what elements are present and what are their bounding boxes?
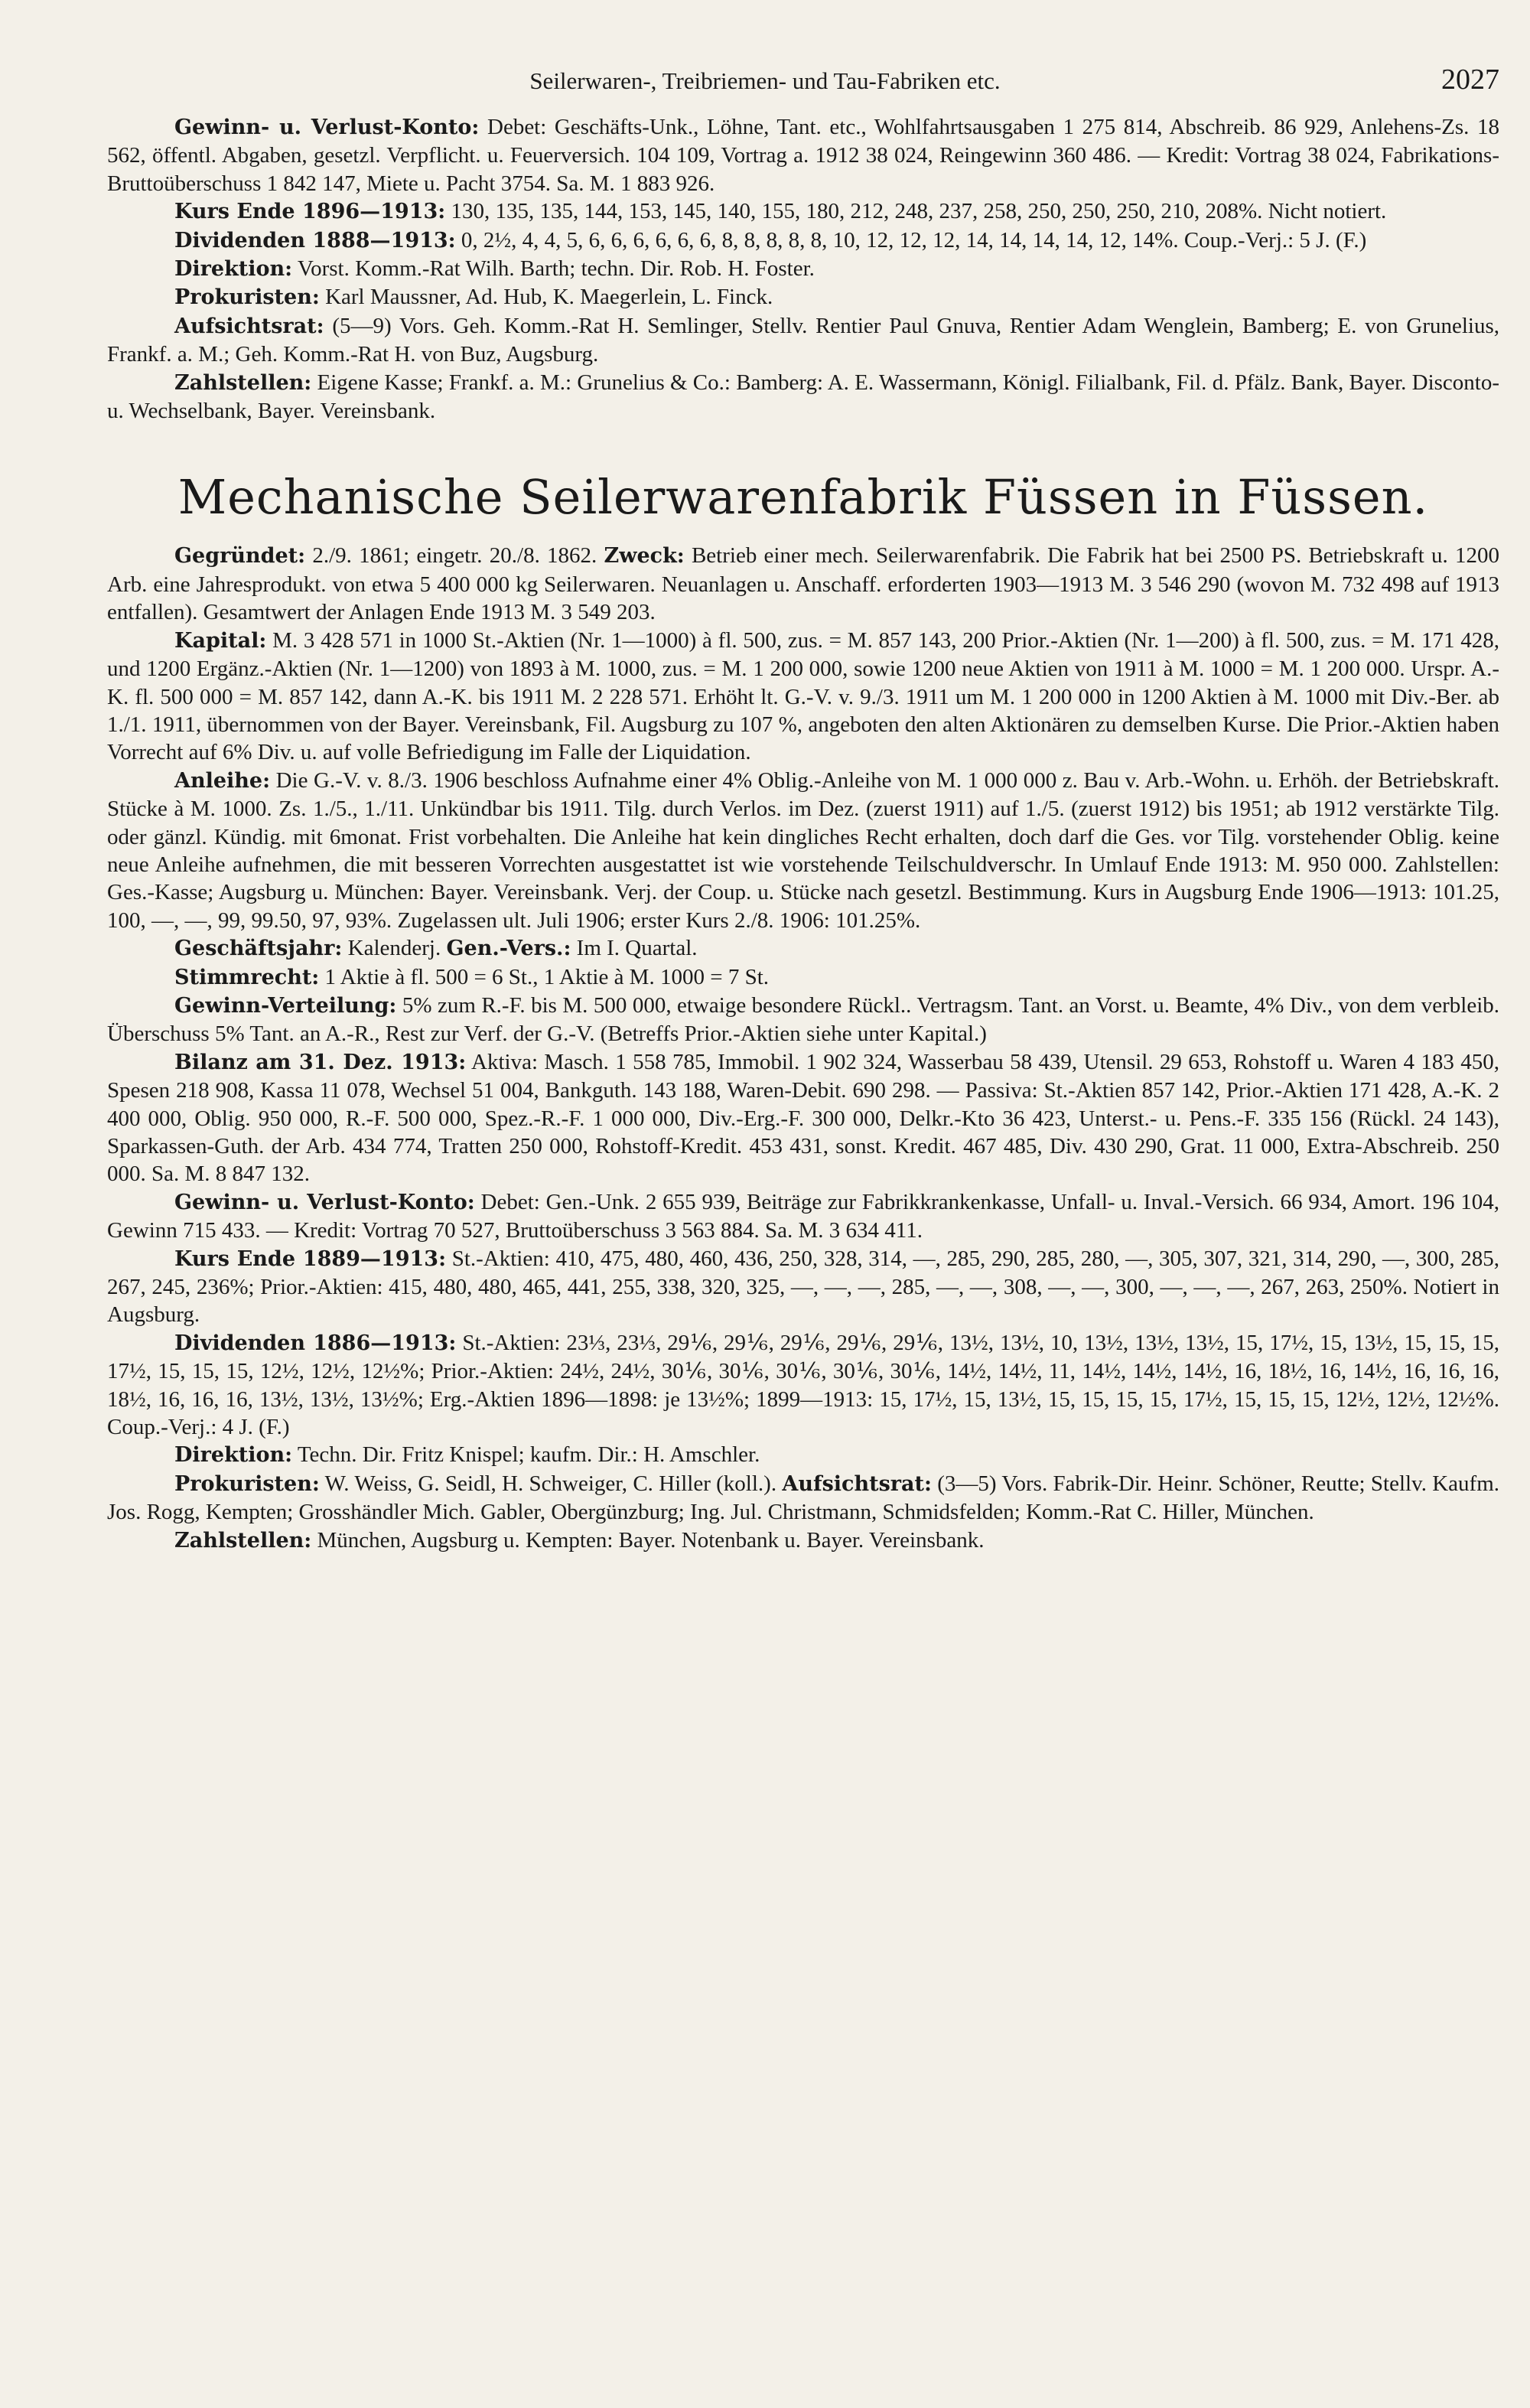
entry-text: Kalenderj. (347, 936, 441, 961)
aufsichtsrat-paragraph (107, 312, 1499, 369)
entry-label: Zahlstellen: (174, 1528, 312, 1553)
entry-text: (5—9) Vors. Geh. Komm.-Rat H. Semlinger, Stellv. Rentier Paul Gnuva, Rentier Adam Wenglein, Bamberg; E. von Grunelius, Frankf. a. M.; Geh. Komm.-Rat H. von Buz, Augsburg. (107, 313, 1500, 367)
entry-label: Prokuristen: (174, 285, 320, 310)
dividenden-paragraph (107, 226, 1499, 255)
page-number: 2027 (1441, 64, 1499, 96)
company-entry (107, 542, 1499, 1555)
entry-label: Kurs Ende 1889—1913: (174, 1246, 447, 1271)
entry-text: Die G.-V. v. 8./3. 1906 beschloss Aufnahme einer 4% Oblig.-Anleihe von M. 1 000 000 z. Bau v. Arb.-Wohn. u. Erhöh. der Betriebskraft. Stücke à M. 1000. Zs. 1./5., 1./11. Unkündbar bis 1911. Tilg. durch Verlos. im Dez. (zuerst 1911) auf 1./5. (zuerst 1912) bis 1951; ab 1912 verstärkte Tilg. oder gänzl. Kündig. mit 6monat. Frist vorbehalten. Die Anleihe hat kein dingliches Recht erhalten, doch darf die Ges. vor Tilg. vorstehender Oblig. keine neue Anleihe aufnehmen, die mit besseren Vorrechten ausgestattet ist wie vorstehende Teilschuldverschr. In Umlauf Ende 1913: M. 950 000. Zahlstellen: Ges.-Kasse; Augsburg u. München: Bayer. Vereinsbank. Verj. der Coup. u. Stücke nach gesetzl. Bestimmung. Kurs in Augsburg Ende 1906—1913: 101.25, 100, —, —, 99, 99.50, 97, 93%. Zugelassen ult. Juli 1906; erster Kurs 2./8. 1906: 101.25%. (107, 767, 1499, 933)
running-title: Seilerwaren-, Treibriemen- und Tau-Fabriken etc. (529, 67, 1001, 94)
entry-text: Eigene Kasse; Frankf. a. M.: Grunelius & Co.: Bamberg: A. E. Wassermann, Königl. Filialbank, Fil. d. Pfälz. Bank, Bayer. Disconto- u. Wechselbank, Bayer. Vereinsbank. (107, 370, 1500, 424)
entry-label: Aufsichtsrat: (174, 314, 324, 338)
entry-label: Gewinn- u. Verlust-Konto: (174, 116, 480, 139)
entry-label: Zahlstellen: (174, 370, 312, 395)
entry-label: Gewinn- u. Verlust-Konto: (174, 1190, 475, 1214)
entry-text: Debet: Geschäfts-Unk., Löhne, Tant. etc., Wohlfahrtsausgaben 1 275 814, Abschreib. 86 929, Anlehens-Zs. 18 562, öffentl. Abgaben, gesetzl. Verpflicht. u. Feuerversich. 104 109, Vortrag a. 1912 38 024, Reingewinn 360 486. — Kredit: Vortrag 38 024, Fabrikations-Bruttoüberschuss 1 842 147, Miete u. Pacht 3754. Sa. M. 1 883 926. (107, 115, 1499, 196)
company-title: Mechanische Seilerwarenfabrik Füssen in Füssen. (177, 469, 1429, 526)
gewinn-verteilung-paragraph (107, 992, 1499, 1048)
entry-text: 1 Aktie à fl. 500 = 6 St., 1 Aktie à M. 1000 = 7 St. (324, 964, 770, 989)
gegruendet-zweck-paragraph (107, 542, 1499, 626)
direktion-paragraph (107, 1441, 1499, 1469)
entry-label: Gegründet: (174, 544, 306, 569)
kurs-paragraph (107, 197, 1499, 226)
entry-label: Kurs Ende 1896—1913: (174, 200, 446, 224)
dividenden-paragraph (107, 1329, 1499, 1442)
entry-label-secondary: Aufsichtsrat: (782, 1471, 932, 1496)
kurs-paragraph (107, 1245, 1499, 1329)
running-header (107, 64, 1499, 113)
stimmrecht-paragraph (107, 963, 1499, 992)
entry-text: München, Augsburg u. Kempten: Bayer. Notenbank u. Bayer. Vereinsbank. (317, 1527, 985, 1553)
gewinn-verlust-paragraph (107, 113, 1499, 197)
prokuristen-paragraph (107, 283, 1499, 311)
zahlstellen-paragraph (107, 369, 1499, 425)
gewinn-verlust-paragraph (107, 1188, 1499, 1245)
geschaeftsjahr-paragraph (107, 934, 1499, 963)
entry-label: Kapital: (174, 628, 267, 653)
entry-text: Debet: Gen.-Unk. 2 655 939, Beiträge zur Fabrikkrankenkasse, Unfall- u. Inval.-Versich. 66 934, Amort. 196 104, Gewinn 715 433. — Kredit: Vortrag 70 527, Bruttoüberschuss 3 563 884. Sa. M. 3 634 411. (107, 1189, 1500, 1243)
previous-company-entry (107, 113, 1499, 425)
entry-text: Vorst. Komm.-Rat Wilh. Barth; techn. Dir. Rob. H. Foster. (297, 256, 815, 282)
entry-text-secondary: Betrieb einer mech. Seilerwarenfabrik. Die Fabrik hat bei 2500 PS. Betriebskraft u. 1200 Arb. eine Jahresprodukt. von etwa 5 400 000 kg Seilerwaren. Neuanlagen u. Anschaff. erforderten 1903—1913 M. 3 546 290 (wovon M. 732 498 auf 1913 entfallen). Gesamtwert der Anlagen Ende 1913 M. 3 549 203. (107, 543, 1499, 625)
entry-label: Anleihe: (174, 768, 271, 793)
entry-text: 5% zum R.-F. bis M. 500 000, etwaige besondere Rückl.. Vertragsm. Tant. an Vorst. u. Beamte, 4% Div., von dem verbleib. Überschuss 5% Tant. an A.-R., Rest zur Verf. der G.-V. (Betreffs Prior.-Aktien siehe unter Kapital.) (107, 992, 1499, 1047)
entry-label: Dividenden 1886—1913: (174, 1331, 457, 1355)
entry-label: Stimmrecht: (174, 965, 320, 989)
entry-text: St.-Aktien: 23⅓, 23⅓, 29⅙, 29⅙, 29⅙, 29⅙, 29⅙, 13½, 13½, 10, 13½, 13½, 13½, 15, 17½, 15, 13½, 15, 15, 15, 17½, 15, 15, 15, 12½, 12½, 12½%; Prior.-Aktien: 24½, 24½, 30⅙, 30⅙, 30⅙, 30⅙, 30⅙, 14½, 14½, 11, 14½, 14½, 14½, 16, 18½, 16, 14½, 16, 16, 16, 18½, 16, 16, 16, 13½, 13½, 13½%; Erg.-Aktien 1896—1898: je 13½%; 1899—1913: 15, 17½, 15, 13½, 15, 15, 15, 15, 17½, 15, 15, 15, 12½, 12½, 12½%. Coup.-Verj.: 4 J. (F.) (107, 1330, 1500, 1440)
entry-label: Gewinn-Verteilung: (174, 993, 397, 1018)
entry-text: Aktiva: Masch. 1 558 785, Immobil. 1 902 324, Wasserbau 58 439, Utensil. 29 653, Rohstoff u. Waren 4 183 450, Spesen 218 908, Kassa 11 078, Wechsel 51 004, Bankguth. 143 188, Waren-Debit. 690 298. — Passiva: St.-Aktien 857 142, Prior.-Aktien 171 428, A.-K. 2 400 000, Oblig. 950 000, R.-F. 500 000, Spez.-R.-F. 1 000 000, Div.-Erg.-F. 300 000, Delkr.-Kto 36 423, Unterst.- u. Pens.-F. 335 156 (Rückl. 24 143), Sparkassen-Guth. der Arb. 434 774, Tratten 250 000, Rohstoff-Kredit. 453 431, sonst. Kredit. 467 485, Div. 430 290, Grat. 11 000, Extra-Abschreib. 250 000. Sa. M. 8 847 132. (107, 1049, 1499, 1187)
entry-label-secondary: Zweck: (604, 544, 685, 569)
bilanz-paragraph (107, 1048, 1499, 1188)
entry-text-secondary: Im I. Quartal. (576, 936, 698, 961)
entry-label: Geschäftsjahr: (174, 937, 343, 961)
entry-text: 0, 2½, 4, 4, 5, 6, 6, 6, 6, 6, 6, 8, 8, 8, 8, 8, 10, 12, 12, 12, 14, 14, 14, 14, 12, 14%. Coup.-Verj.: 5 J. (F.) (461, 227, 1367, 253)
entry-text-secondary: (3—5) Vors. Fabrik-Dir. Heinr. Schöner, Reutte; Stellv. Kaufm. Jos. Rogg, Kempten; Grosshändler Mich. Gabler, Obergünzburg; Ing. Jul. Christmann, Schmidsfelden; Komm.-Rat C. Hiller, München. (107, 1471, 1500, 1525)
entry-label: Direktion: (174, 257, 293, 282)
entry-label: Prokuristen: (174, 1471, 320, 1496)
entry-text: W. Weiss, G. Seidl, H. Schweiger, C. Hiller (koll.). (324, 1471, 777, 1496)
direktion-paragraph (107, 255, 1499, 283)
entry-label: Direktion: (174, 1443, 293, 1468)
prokuristen-aufsichtsrat-paragraph (107, 1470, 1499, 1527)
entry-label: Bilanz am 31. Dez. 1913: (174, 1050, 467, 1074)
kapital-paragraph (107, 627, 1499, 767)
zahlstellen-paragraph (107, 1527, 1499, 1555)
entry-text: 2./9. 1861; eingetr. 20./8. 1862. (312, 543, 597, 569)
entry-text: 130, 135, 135, 144, 153, 145, 140, 155, 180, 212, 248, 237, 258, 250, 250, 250, 210, 208%. Nicht notiert. (451, 199, 1387, 224)
entry-text: Karl Maussner, Ad. Hub, K. Maegerlein, L. Finck. (325, 285, 773, 310)
entry-text: St.-Aktien: 410, 475, 480, 460, 436, 250, 328, 314, —, 285, 290, 285, 280, —, 305, 307, 321, 314, 290, —, 300, 285, 267, 245, 236%; Prior.-Aktien: 415, 480, 480, 465, 441, 255, 338, 320, 325, —, —, —, 285, —, —, 308, —, —, 300, —, —, —, 267, 263, 250%. Notiert in Augsburg. (107, 1246, 1500, 1328)
entry-text: Techn. Dir. Fritz Knispel; kaufm. Dir.: H. Amschler. (297, 1442, 760, 1468)
anleihe-paragraph (107, 767, 1499, 934)
entry-label-secondary: Gen.-Vers.: (446, 937, 571, 961)
entry-text: M. 3 428 571 in 1000 St.-Aktien (Nr. 1—1000) à fl. 500, zus. = M. 857 143, 200 Prior.-Aktien (Nr. 1—200) à fl. 500, zus. = M. 171 428, und 1200 Ergänz.-Aktien (Nr. 1—1200) von 1893 à M. 1000, zus. = M. 1 200 000, sowie 1200 neue Aktien von 1911 à M. 1000 = M. 1 200 000. Urspr. A.-K. fl. 500 000 = M. 857 142, dann A.-K. bis 1911 M. 2 228 571. Erhöht lt. G.-V. v. 9./3. 1911 um M. 1 200 000 in 1200 Aktien à M. 1000 mit Div.-Ber. ab 1./1. 1911, übernommen von der Bayer. Vereinsbank, Fil. Augsburg zu 107 %, angeboten den alten Aktionären zu demselben Kurse. Die Prior.-Aktien haben Vorrecht auf 6% Div. u. auf volle Befriedigung im Falle der Liquidation. (107, 627, 1500, 765)
entry-label: Dividenden 1888—1913: (174, 228, 456, 253)
